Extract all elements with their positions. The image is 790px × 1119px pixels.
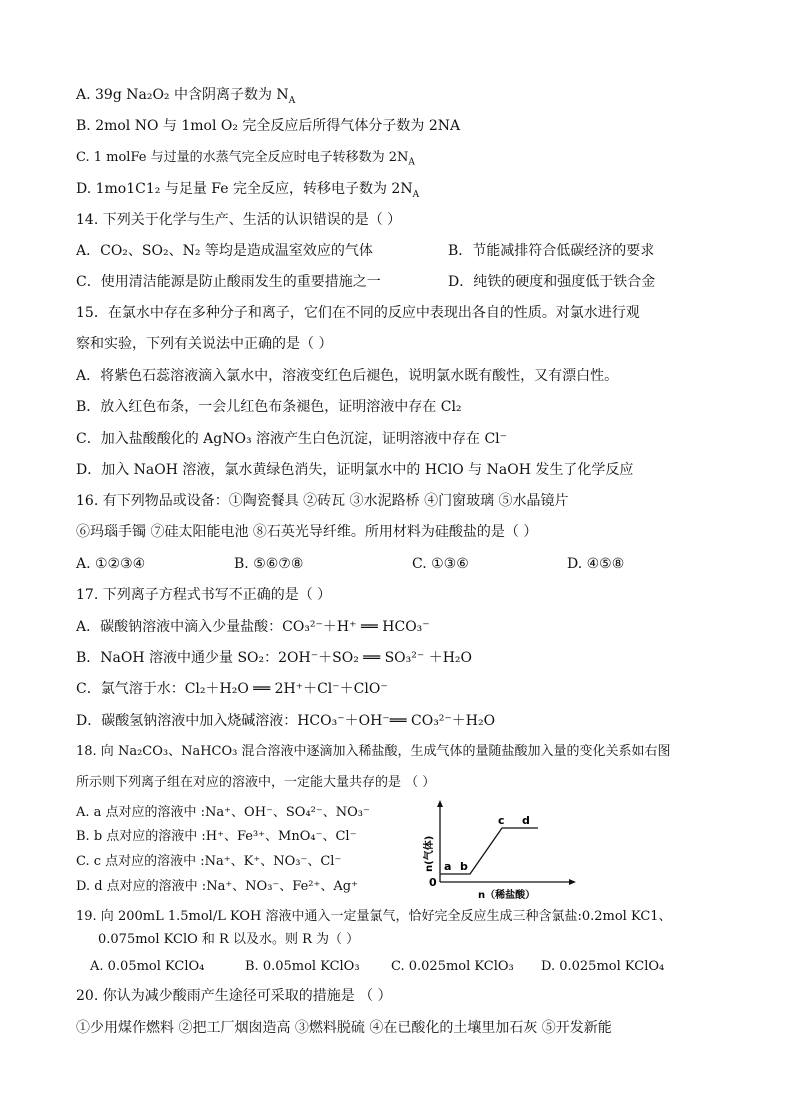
q16-option-d: D. ④⑤⑧ xyxy=(567,556,625,572)
q16-option-b: B. ⑤⑥⑦⑧ xyxy=(234,556,304,572)
q18-stem-1: 18. 向 Na₂CO₃、NaHCO₃ 混合溶液中逐滴加入稀盐酸，生成气体的量随盐酸加入量的变化关系如右图 xyxy=(76,744,671,759)
q14-option-b: B．节能减排符合低碳经济的要求 xyxy=(448,243,655,259)
q16-option-c: C. ①③⑥ xyxy=(412,556,469,572)
q16-stem-2: ⑥玛瑙手镯 ⑦硅太阳能电池 ⑧石英光导纤维。所用材料为硅酸盐的是（ ） xyxy=(76,524,538,540)
x-axis-arrow xyxy=(569,879,576,885)
q14-option-d: D．纯铁的硬度和强度低于铁合金 xyxy=(448,274,656,290)
q18-option-c: C. c 点对应的溶液中 :Na⁺、K⁺、NO₃⁻、Cl⁻ xyxy=(76,854,342,869)
q19-option-c: C. 0.025mol KClO₃ xyxy=(391,959,514,974)
q16-option-a: A. ①②③④ xyxy=(76,556,146,572)
q19-options xyxy=(90,958,730,976)
q19-option-a: A. 0.05mol KClO₄ xyxy=(90,959,205,974)
q17-stem: 17. 下列离子方程式书写不正确的是（ ） xyxy=(76,587,332,603)
point-d-label: d xyxy=(522,814,530,827)
q18-stem-2: 所示则下列离子组在对应的溶液中，一定能大量共存的是 （ ） xyxy=(76,775,436,790)
point-a-label: a xyxy=(444,860,452,873)
q13-option-a: A. 39g Na₂O₂ 中含阴离子数为 $N_A$ xyxy=(76,87,296,106)
point-c-label: c xyxy=(498,814,505,827)
q13-option-d: D. 1mo1C1₂ 与足量 Fe 完全反应，转移电子数为 $2N_A$ xyxy=(76,181,420,200)
q18-option-b: B. b 点对应的溶液中 :H⁺、Fe³⁺、MnO₄⁻、Cl⁻ xyxy=(76,829,357,844)
q18-option-a: A. a 点对应的溶液中 :Na⁺、OH⁻、SO₄²⁻、NO₃⁻ xyxy=(76,805,370,820)
q19-option-d: D. 0.025mol KClO₄ xyxy=(541,959,665,974)
q15-stem-1: 15．在氯水中存在多种分子和离子，它们在不同的反应中表现出各自的性质。对氯水进行观 xyxy=(76,305,640,321)
y-axis-label: n(气体) xyxy=(424,835,435,872)
q15-option-a: A．将紫色石蕊溶液滴入氯水中，溶液变红色后褪色，说明氯水既有酸性，又有漂白性。 xyxy=(76,368,619,384)
q18-option-d: D. d 点对应的溶液中 :Na⁺、NO₃⁻、Fe²⁺、Ag⁺ xyxy=(76,879,358,894)
q14-option-a: A．CO₂、SO₂、N₂ 等均是造成温室效应的气体 xyxy=(76,243,373,259)
q17-option-d: D．碳酸氢钠溶液中加入烧碱溶液：HCO₃⁻＋OH⁻══ CO₃²⁻＋H₂O xyxy=(76,713,496,729)
q17-option-b: B．NaOH 溶液中通少量 SO₂：2OH⁻＋SO₂ ══ SO₃²⁻ ＋H₂O xyxy=(76,650,473,666)
q14-option-c: C．使用清洁能源是防止酸雨发生的重要措施之一 xyxy=(76,274,381,290)
q14-stem: 14. 下列关于化学与生产、生活的认识错误的是（ ） xyxy=(76,212,402,228)
q16-stem-1: 16. 有下列物品或设备：①陶瓷餐具 ②砖瓦 ③水泥路桥 ④门窗玻璃 ⑤水晶镜片 xyxy=(76,493,569,509)
q20-options: ①少用煤作燃料 ②把工厂烟囱造高 ③燃料脱硫 ④在已酸化的土壤里加石灰 ⑤开发新能 xyxy=(76,1020,612,1036)
origin-label: 0 xyxy=(429,876,437,889)
q19-stem-2: 0.075mol KClO 和 R 以及水。则 R 为（ ） xyxy=(98,932,360,947)
q14-options-cd xyxy=(76,273,716,291)
q19-option-b: B. 0.05mol KClO₃ xyxy=(245,959,360,974)
y-axis-arrow xyxy=(437,800,443,807)
q15-option-b: B．放入红色布条，一会儿红色布条褪色，证明溶液中存在 Cl₂ xyxy=(76,399,462,415)
q19-stem-1: 19. 向 200mL 1.5mol/L KOH 溶液中通入一定量氯气，恰好完全反应生成三种含氯盐:0.2mol KC1、 xyxy=(76,909,672,924)
x-axis-label: n（稀盐酸） xyxy=(478,890,536,900)
q15-option-d: D．加入 NaOH 溶液，氯水黄绿色消失，证明氯水中的 HClO 与 NaOH 发生了化学反应 xyxy=(76,462,634,478)
q13-option-b: B. 2mol NO 与 1mol O₂ 完全反应后所得气体分子数为 2NA xyxy=(76,118,461,134)
q20-stem: 20. 你认为减少酸雨产生途径可采取的措施是 （ ） xyxy=(76,988,392,1004)
q17-option-c: C．氯气溶于水：Cl₂＋H₂O ══ 2H⁺＋Cl⁻＋ClO⁻ xyxy=(76,681,388,697)
q16-options xyxy=(76,555,716,573)
q15-option-c: C．加入盐酸酸化的 AgNO₃ 溶液产生白色沉淀，证明溶液中存在 Cl⁻ xyxy=(76,431,508,447)
q14-options-ab xyxy=(76,242,716,260)
point-b-label: b xyxy=(460,860,468,873)
q15-stem-2: 察和实验，下列有关说法中正确的是（ ） xyxy=(76,336,333,352)
gas-vs-hcl-graph xyxy=(418,800,578,900)
q17-option-a: A．碳酸钠溶液中滴入少量盐酸：CO₃²⁻＋H⁺ ══ HCO₃⁻ xyxy=(76,619,430,635)
q13-option-c: C. 1 molFe 与过量的水蒸气完全反应时电子转移数为 $2N_A$ xyxy=(76,150,415,168)
gas-curve xyxy=(440,828,538,874)
